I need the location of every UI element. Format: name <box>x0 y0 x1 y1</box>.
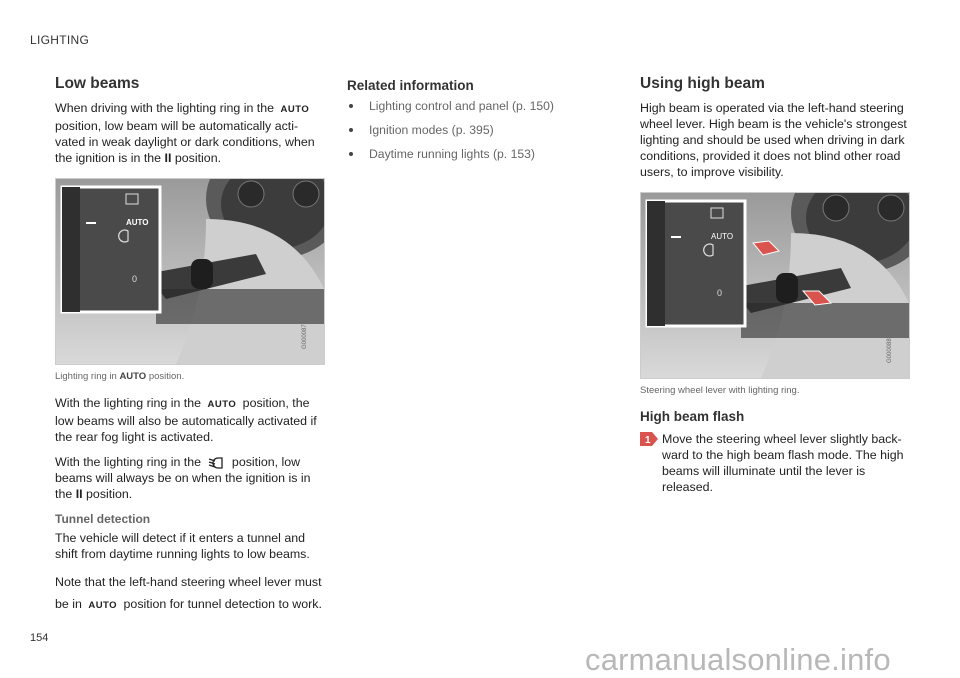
figure-code: G000087 <box>302 324 308 349</box>
column-related <box>347 76 592 170</box>
text-run: position. <box>148 371 185 382</box>
text-run: position, low beam will be automatically acti-vated in weak daylight or dark conditions, when the ignition is in the <box>55 119 315 165</box>
auto-symbol: AUTO <box>207 399 237 410</box>
column-high-beam <box>640 76 910 495</box>
text-run: position for tunnel detection to work. <box>123 597 322 611</box>
related-link-ignition-modes[interactable]: Ignition modes (p. 395) <box>347 122 592 138</box>
step-number-badge <box>640 432 658 446</box>
ignition-position: II <box>164 151 172 165</box>
low-beam-icon <box>208 457 224 469</box>
step-text: Move the steering wheel lever slightly back-ward to the high beam flash mode. The high beams will illuminate until the lever is released. <box>662 432 904 494</box>
low-beams-paragraph-1 <box>55 100 325 166</box>
high-beam-heading: Using high beam <box>640 75 765 92</box>
auto-symbol: AUTO <box>280 104 310 115</box>
high-beam-flash-heading: High beam flash <box>640 409 745 424</box>
text-run: position, the low beams will also be automatically activated if the rear fog light is activated. <box>55 396 317 444</box>
tunnel-paragraph-1: The vehicle will detect if it enters a tunnel and shift from daytime running lights to low beams. <box>55 531 310 561</box>
text-run: With the lighting ring in the <box>55 455 202 469</box>
caption-auto: AUTO <box>119 371 147 382</box>
related-link-daytime-running-lights[interactable]: Daytime running lights (p. 153) <box>347 146 592 162</box>
step-1 <box>640 431 910 495</box>
figure-auto-label: AUTO <box>711 232 734 241</box>
text-run: When driving with the lighting ring in the <box>55 101 275 115</box>
figure-zero-label: 0 <box>132 274 138 284</box>
related-link-lighting-control[interactable]: Lighting control and panel (p. 150) <box>347 98 592 114</box>
auto-symbol: AUTO <box>88 600 118 611</box>
page-number: 154 <box>30 632 49 644</box>
text-run: Lighting ring in <box>55 371 117 382</box>
tunnel-paragraph-2 <box>55 571 325 617</box>
section-header: LIGHTING <box>30 33 90 47</box>
figure-code: G000088 <box>887 338 893 363</box>
steering-lever-figure <box>640 192 910 379</box>
step-number: 1 <box>645 435 651 446</box>
figure-caption-1 <box>55 369 325 385</box>
high-beam-paragraph: High beam is operated via the left-hand steering wheel lever. High beam is the vehicle's strongest lighting and should be used when driving in dark conditions, provided it does not blind other road users, to improve visibility. <box>640 101 907 179</box>
related-list <box>347 98 592 162</box>
figure-caption-2: Steering wheel lever with lighting ring. <box>640 385 800 396</box>
text-run: position. <box>86 487 133 501</box>
text-run: position. <box>174 151 222 165</box>
low-beams-heading: Low beams <box>55 75 140 92</box>
text-run: Note that the left-hand steering wheel lever must be in <box>55 575 322 611</box>
text-run: position, low beams will always be on when the ignition is in the <box>55 455 311 501</box>
lighting-ring-auto-figure <box>55 178 325 365</box>
low-beams-paragraph-3 <box>55 454 325 502</box>
watermark: carmanualsonline.info <box>585 642 891 677</box>
low-beams-paragraph-2 <box>55 395 325 445</box>
text-run: With the lighting ring in the <box>55 396 202 410</box>
tunnel-detection-heading: Tunnel detection <box>55 512 151 526</box>
ignition-position: II <box>75 487 83 501</box>
figure-zero-label: 0 <box>717 288 723 298</box>
related-heading: Related information <box>347 78 474 93</box>
column-low-beams <box>55 76 325 626</box>
figure-auto-label: AUTO <box>126 218 149 227</box>
